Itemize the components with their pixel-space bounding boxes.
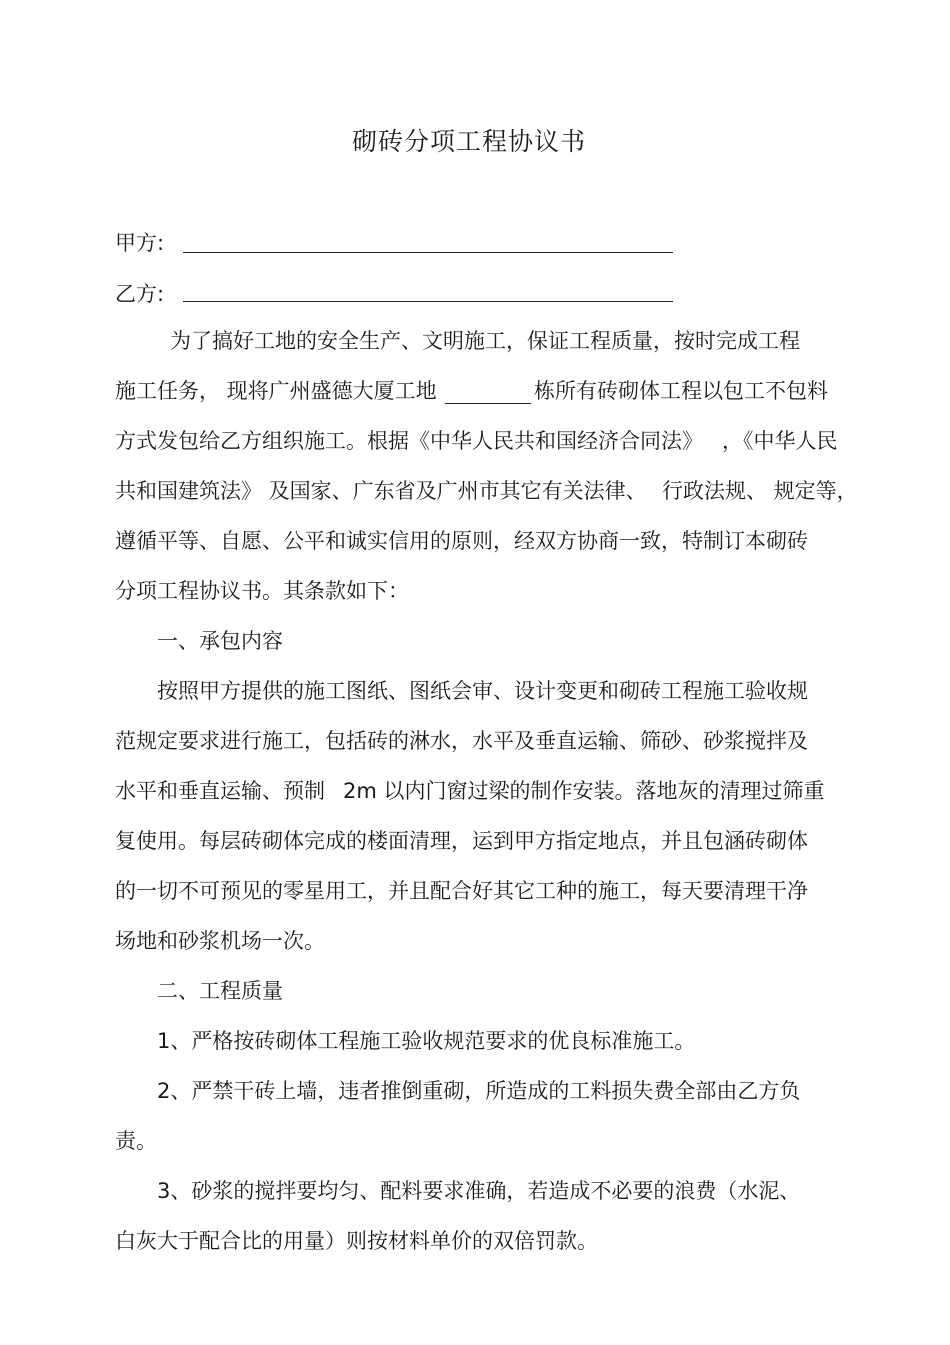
section1-line-4: 复使用。每层砖砌体完成的楼面清理，运到甲方指定地点，并且包涵砖砌体 (115, 829, 808, 853)
section2-item-1: 1、严格按砖砌体工程施工验收规范要求的优良标准施工。 (157, 1029, 696, 1053)
section1-line-3b: 2m 以内门窗过梁的制作安装。落地灰的清理过筛重 (343, 779, 825, 803)
section2-item-2: 2、严禁干砖上墙，违者推倒重砌，所造成的工料损失费全部由乙方负 (157, 1079, 801, 1103)
intro-line-6: 分项工程协议书。其条款如下： (115, 579, 409, 603)
section1-line-3: 水平和垂直运输、预制 (115, 779, 325, 803)
party-a-label: 甲方: (115, 231, 165, 255)
party-b-label: 乙方: (115, 282, 165, 306)
section2-item-3: 3、砂浆的搅拌要均匀、配料要求准确，若造成不必要的浪费（水泥、 (157, 1179, 801, 1203)
intro-line-2b: 栋所有砖砌体工程以包工不包料 (534, 379, 828, 403)
intro-line-3: 方式发包给乙方组织施工。根据《中华人民共和国经济合同法》 (115, 429, 703, 453)
section1-line-5: 的一切不可预见的零星用工，并且配合好其它工种的施工，每天要清理干净 (115, 879, 808, 903)
intro-line-4: 共和国建筑法》 及国家、广东省及广州市其它有关法律、 (115, 479, 647, 503)
section1-heading: 一、承包内容 (157, 629, 283, 653)
section1-line-2: 范规定要求进行施工，包括砖的淋水，水平及垂直运输、筛砂、砂浆搅拌及 (115, 729, 808, 753)
section2-item-2-cont: 责。 (115, 1129, 157, 1153)
section2-item-3-cont: 白灰大于配合比的用量）则按材料单价的双倍罚款。 (115, 1229, 598, 1253)
intro-line-3b: ，《中华人民 (722, 429, 838, 453)
intro-line-1: 为了搞好工地的安全生产、文明施工，保证工程质量，按时完成工程 (170, 329, 800, 353)
intro-line-5: 遵循平等、自愿、公平和诚实信用的原则，经双方协商一致，特制订本砌砖 (115, 529, 808, 553)
party-b-blank-line (183, 301, 673, 302)
section2-heading: 二、工程质量 (157, 979, 283, 1003)
section1-line-1: 按照甲方提供的施工图纸、图纸会审、设计变更和砌砖工程施工验收规 (157, 679, 808, 703)
document-title: 砌砖分项工程协议书 (352, 127, 587, 156)
building-number-blank (445, 403, 531, 404)
intro-line-2: 施工任务， 现将广州盛德大厦工地 (115, 379, 437, 403)
intro-line-4b: 行政法规、 规定等， (662, 479, 858, 503)
party-a-blank-line (183, 252, 673, 253)
section1-line-6: 场地和砂浆机场一次。 (115, 929, 325, 953)
